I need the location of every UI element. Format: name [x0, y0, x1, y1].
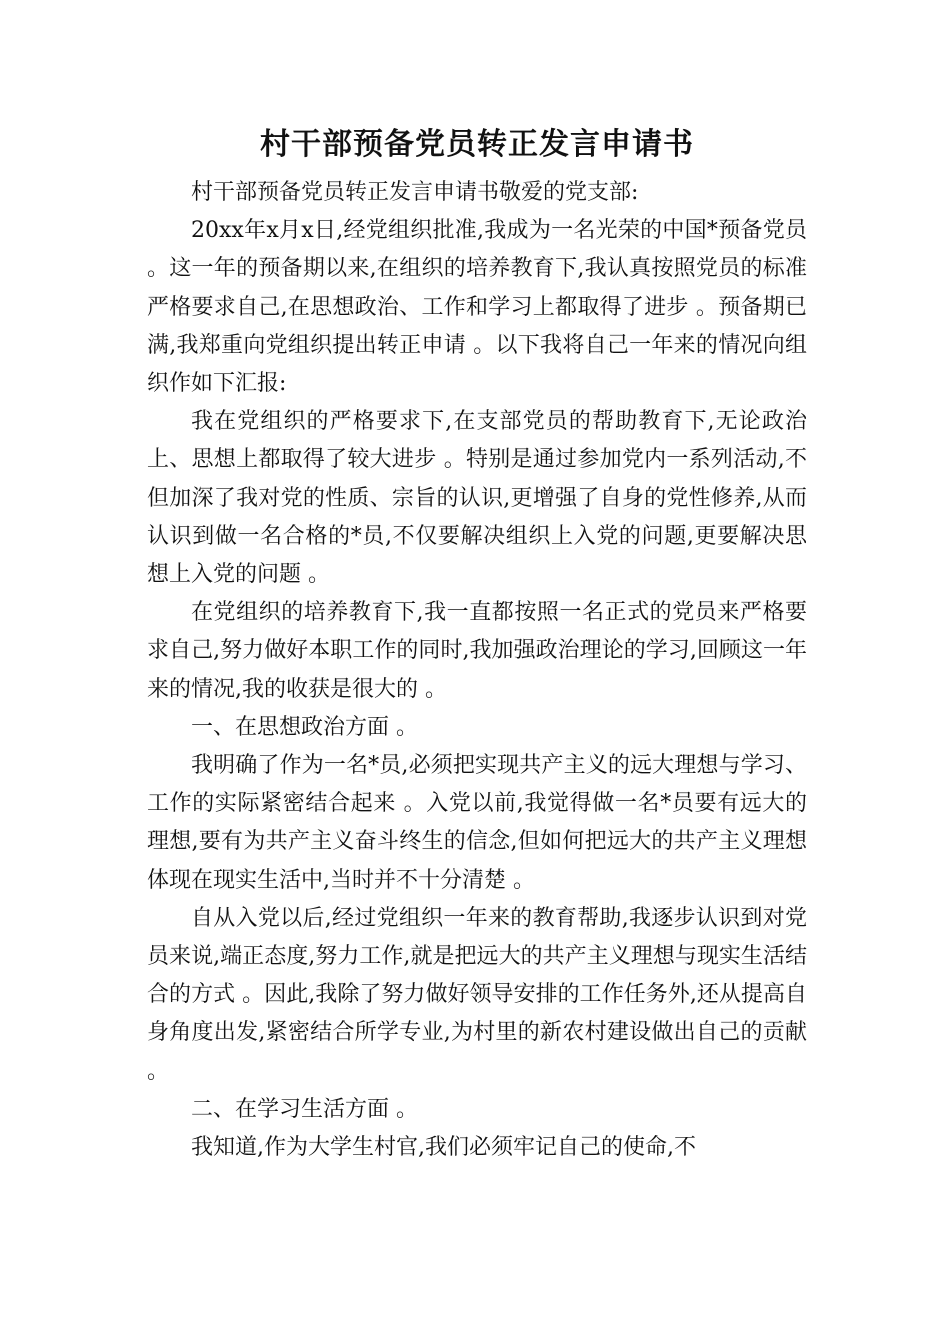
document-page [147, 118, 807, 1167]
paragraph: 20xx年x月x日,经党组织批准,我成为一名光荣的中国*预备党员 。这一年的预备期以来,在组织的培养教育下,我认真按照党员的标准严格要求自己,在思想政治、工作和学习上都取得了进步 。预备期已满,我郑重向党组织提出转正申请 。以下我将自己一年来的情况向组织作如下汇报: [147, 218, 807, 397]
paragraph-salutation: 村干部预备党员转正发言申请书敬爱的党支部: [191, 180, 639, 205]
document-body [147, 174, 807, 1167]
section-heading: 一、在思想政治方面 。 [191, 714, 418, 740]
paragraph: 在党组织的培养教育下,我一直都按照一名正式的党员来严格要求自己,努力做好本职工作的同时,我加强政治理论的学习,回顾这一年来的情况,我的收获是很大的 。 [147, 600, 807, 702]
paragraph: 我在党组织的严格要求下,在支部党员的帮助教育下,无论政治上、思想上都取得了较大进步 。特别是通过参加党内一系列活动,不但加深了我对党的性质、宗旨的认识,更增强了自身的党性修养,从而认识到做一名合格的*员,不仅要解决组织上入党的问题,更要解决思想上入党的问题 。 [147, 409, 807, 588]
document-title: 村干部预备党员转正发言申请书 [260, 127, 694, 162]
paragraph: 自从入党以后,经过党组织一年来的教育帮助,我逐步认识到对党员来说,端正态度,努力工作,就是把远大的共产主义理想与现实生活结合的方式 。因此,我除了努力做好领导安排的工作任务外,还从提高自身角度出发,紧密结合所学专业,为村里的新农村建设做出自己的贡献 。 [147, 905, 807, 1084]
paragraph: 我知道,作为大学生村官,我们必须牢记自己的使命,不 [191, 1135, 696, 1161]
section-heading: 二、在学习生活方面 。 [191, 1096, 418, 1122]
paragraph: 我明确了作为一名*员,必须把实现共产主义的远大理想与学习、工作的实际紧密结合起来 。入党以前,我觉得做一名*员要有远大的理想,要有为共产主义奋斗终生的信念,但如何把远大的共产主义理想体现在现实生活中,当时并不十分清楚 。 [147, 753, 807, 893]
